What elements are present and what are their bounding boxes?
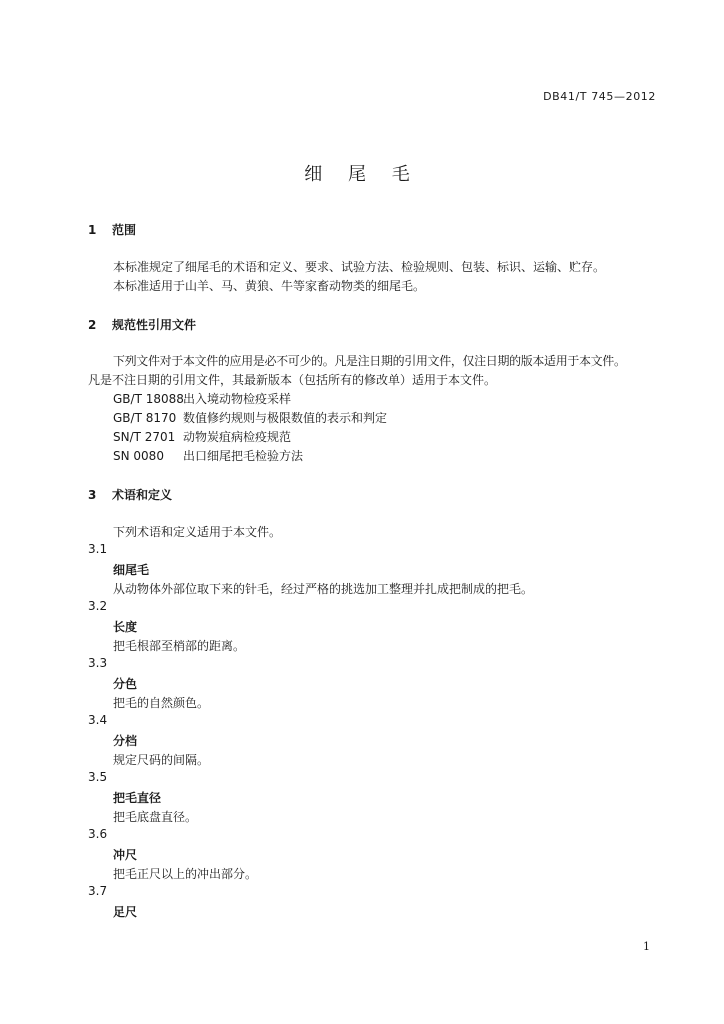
- reference-title: 出入境动物检疫采样: [183, 392, 292, 406]
- term-number: 3.7: [88, 884, 108, 898]
- reference-code: GB/T 8170: [113, 411, 177, 425]
- term-number: 3.4: [88, 713, 108, 727]
- section-number: 3: [88, 488, 97, 502]
- scope-paragraph-2: 本标准适用于山羊、马、黄狼、牛等家畜动物类的细尾毛。: [113, 279, 426, 293]
- reference-item: [113, 447, 303, 464]
- page-number: 1: [643, 940, 650, 953]
- section-heading-normative-references: [88, 316, 196, 333]
- reference-title: 数值修约规则与极限数值的表示和判定: [183, 411, 388, 425]
- term-name: 足尺: [113, 905, 138, 919]
- section-title: 规范性引用文件: [112, 318, 197, 332]
- term-name: 分色: [113, 677, 138, 691]
- terms-intro: 下列术语和定义适用于本文件。: [113, 525, 282, 539]
- term-definition: 把毛底盘直径。: [113, 810, 198, 824]
- section-number: 1: [88, 223, 97, 237]
- section-title: 范围: [112, 223, 137, 237]
- term-number: 3.5: [88, 770, 108, 784]
- document-code: DB41/T 745—2012: [543, 90, 656, 103]
- section-heading-scope: [88, 221, 136, 238]
- term-name: 把毛直径: [113, 791, 162, 805]
- section-title: 术语和定义: [112, 488, 173, 502]
- term-definition: 规定尺码的间隔。: [113, 753, 210, 767]
- reference-title: 动物炭疽病检疫规范: [183, 430, 292, 444]
- reference-code: SN 0080: [113, 449, 164, 463]
- term-name: 冲尺: [113, 848, 138, 862]
- reference-item: [113, 390, 291, 407]
- reference-code: GB/T 18088: [113, 392, 184, 406]
- term-name: 长度: [113, 620, 138, 634]
- section-number: 2: [88, 318, 97, 332]
- term-definition: 把毛正尺以上的冲出部分。: [113, 867, 258, 881]
- term-definition: 从动物体外部位取下来的针毛，经过严格的挑选加工整理并扎成把制成的把毛。: [113, 582, 534, 596]
- scope-paragraph-1: 本标准规定了细尾毛的术语和定义、要求、试验方法、检验规则、包装、标识、运输、贮存。: [113, 260, 606, 274]
- normative-intro-line-2: 凡是不注日期的引用文件，其最新版本（包括所有的修改单）适用于本文件。: [88, 373, 497, 387]
- term-number: 3.1: [88, 542, 108, 556]
- term-number: 3.6: [88, 827, 108, 841]
- normative-intro-line-1: 下列文件对于本文件的应用是必不可少的。凡是注日期的引用文件，仅注日期的版本适用于本文件。: [113, 354, 626, 368]
- reference-item: [113, 428, 291, 445]
- term-definition: 把毛的自然颜色。: [113, 696, 210, 710]
- reference-code: SN/T 2701: [113, 430, 176, 444]
- document-title: 细 尾 毛: [304, 164, 420, 185]
- reference-item: [113, 409, 387, 426]
- reference-title: 出口细尾把毛检验方法: [183, 449, 304, 463]
- term-name: 细尾毛: [113, 563, 150, 577]
- term-number: 3.3: [88, 656, 108, 670]
- term-name: 分档: [113, 734, 138, 748]
- term-number: 3.2: [88, 599, 108, 613]
- term-definition: 把毛根部至梢部的距离。: [113, 639, 246, 653]
- section-heading-terms-and-definitions: [88, 486, 172, 503]
